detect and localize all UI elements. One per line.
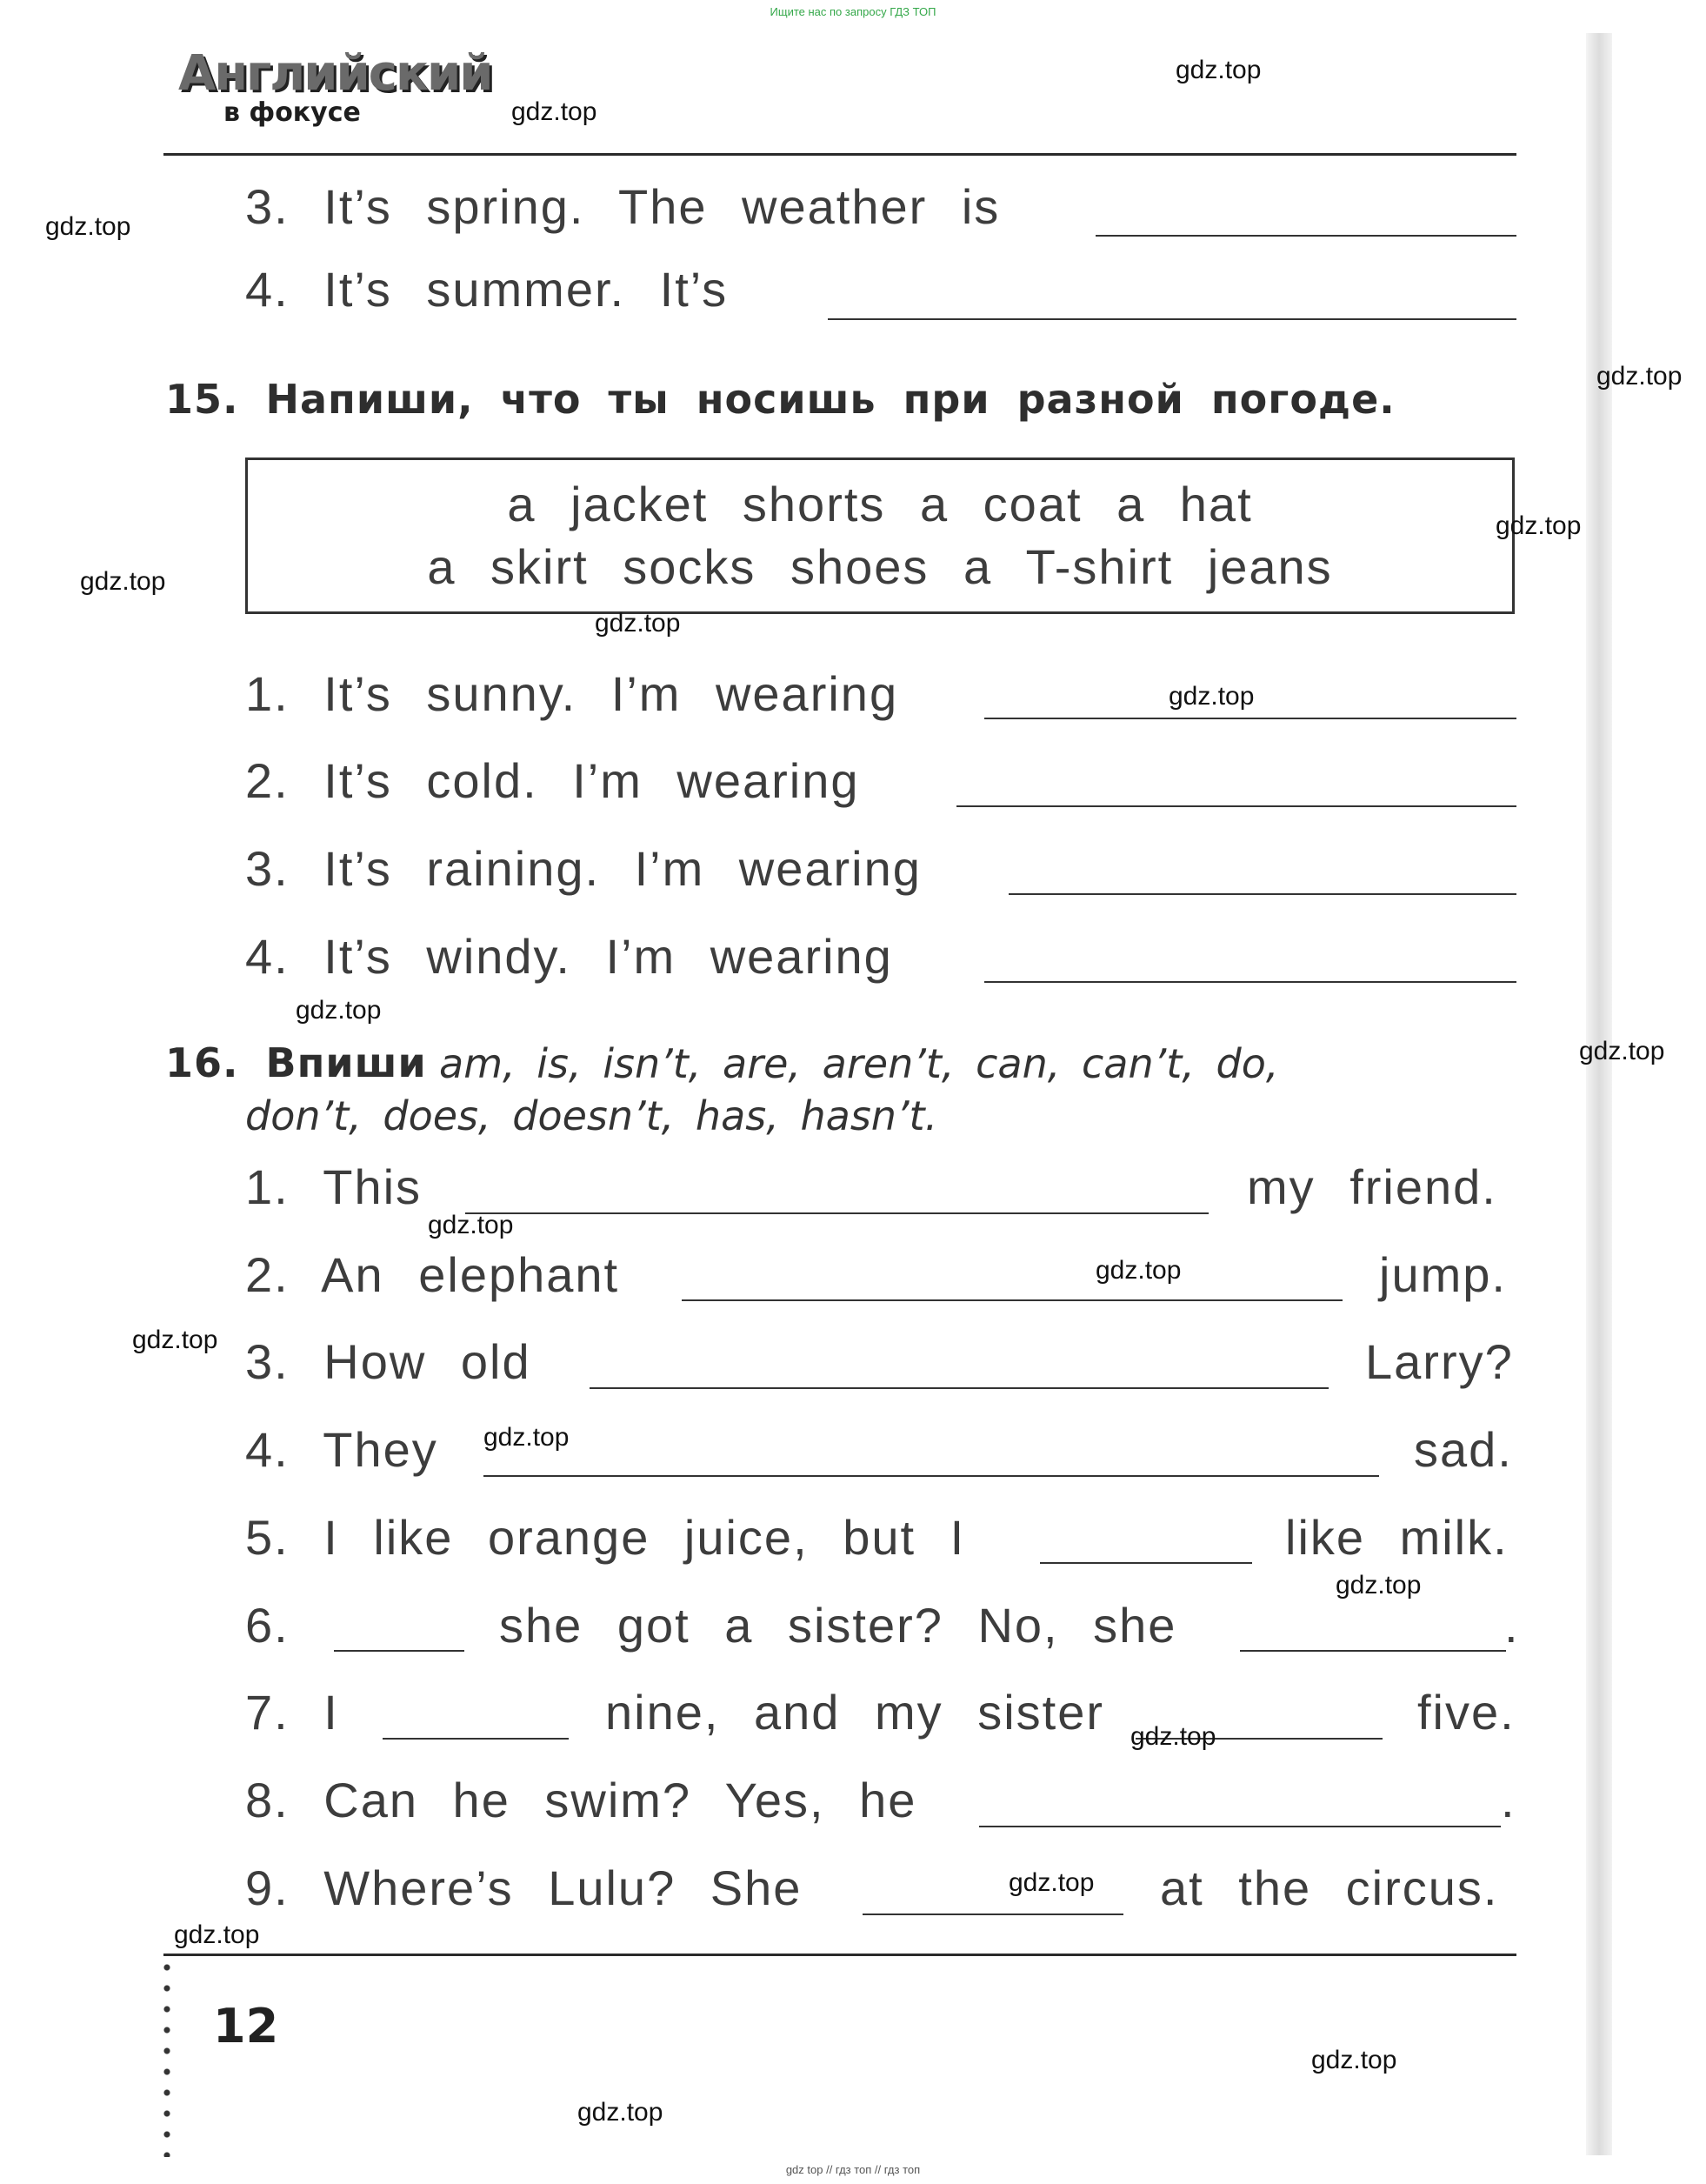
watermark: gdz.top xyxy=(1130,1722,1216,1751)
ex16-item-3-end: Larry? xyxy=(1365,1334,1514,1389)
answer-blank[interactable] xyxy=(979,1826,1501,1827)
answer-blank[interactable] xyxy=(1009,893,1516,895)
watermark: gdz.top xyxy=(577,2098,663,2127)
dotted-margin xyxy=(162,1957,172,2157)
answer-blank[interactable] xyxy=(483,1475,1379,1477)
answer-blank[interactable] xyxy=(984,718,1516,719)
page-number: 12 xyxy=(213,1999,279,2054)
ex16-item-8: 8. Can he swim? Yes, he xyxy=(245,1773,917,1827)
answer-blank[interactable] xyxy=(1040,1562,1252,1564)
logo xyxy=(178,45,492,132)
answer-blank[interactable] xyxy=(956,805,1516,807)
ex16-item-8-end: . xyxy=(1501,1773,1516,1827)
ex16-item-2-end: jump. xyxy=(1379,1247,1507,1302)
ex15-item-3: 3. It’s raining. I’m wearing xyxy=(245,841,922,896)
logo-title: Английский xyxy=(178,45,492,102)
watermark: gdz.top xyxy=(595,609,681,638)
word-box-row-2: a skirt socks shoes a T-shirt jeans xyxy=(427,539,1333,594)
answer-blank[interactable] xyxy=(863,1914,1123,1915)
answer-blank[interactable] xyxy=(682,1299,1343,1301)
watermark: gdz.top xyxy=(483,1423,570,1452)
ex16-item-7-end: five. xyxy=(1417,1685,1516,1740)
watermark: gdz.top xyxy=(45,212,131,241)
watermark: gdz.top xyxy=(1496,511,1582,540)
header-rule xyxy=(163,153,1516,156)
answer-blank[interactable] xyxy=(465,1212,1209,1214)
watermark: gdz.top xyxy=(511,97,597,126)
ex16-word-list-1: am, is, isn’t, are, aren’t, can, can’t, do, xyxy=(439,1040,1279,1087)
ex16-word-list-2: don’t, does, doesn’t, has, hasn’t. xyxy=(245,1092,938,1139)
ex15-heading: 15. Напиши, что ты носишь при разной погоде. xyxy=(165,376,1396,423)
ex16-item-9: 9. Where’s Lulu? She xyxy=(245,1860,803,1915)
footer-note: gdz top // гдз топ // гдз топ xyxy=(785,2163,921,2176)
answer-blank[interactable] xyxy=(1096,235,1516,237)
watermark: gdz.top xyxy=(1579,1037,1665,1065)
watermark: gdz.top xyxy=(296,996,382,1025)
watermark: gdz.top xyxy=(1596,362,1683,391)
ex16-heading: 16. Впиши xyxy=(165,1039,427,1086)
ex16-item-9-end: at the circus. xyxy=(1160,1860,1499,1915)
watermark: gdz.top xyxy=(1009,1868,1095,1897)
ex16-item-5: 5. I like orange juice, but I xyxy=(245,1510,966,1565)
watermark: gdz.top xyxy=(428,1211,514,1239)
ex16-item-6: 6. xyxy=(245,1598,290,1653)
word-box-row-1: a jacket shorts a coat a hat xyxy=(507,477,1253,531)
answer-blank[interactable] xyxy=(590,1387,1329,1389)
answer-blank[interactable] xyxy=(984,981,1516,983)
answer-blank[interactable] xyxy=(334,1650,464,1652)
ex16-item-4: 4. They xyxy=(245,1422,438,1477)
ex16-item-6-middle: she got a sister? No, she xyxy=(499,1598,1177,1653)
ex16-item-6-end: . xyxy=(1504,1598,1520,1653)
watermark: gdz.top xyxy=(1169,682,1255,711)
ex16-item-5-end: like milk. xyxy=(1285,1510,1509,1565)
logo-subtitle: в фокусе xyxy=(223,97,361,128)
watermark: gdz.top xyxy=(174,1920,260,1949)
footer-rule xyxy=(163,1954,1516,1956)
ex15-item-4: 4. It’s windy. I’m wearing xyxy=(245,929,893,984)
answer-blank[interactable] xyxy=(1240,1650,1506,1652)
answer-blank[interactable] xyxy=(383,1738,569,1740)
ex16-item-1: 1. This xyxy=(245,1159,423,1214)
word-box xyxy=(245,458,1515,614)
ex16-item-1-end: my friend. xyxy=(1247,1159,1497,1214)
watermark: gdz.top xyxy=(132,1326,218,1354)
watermark: gdz.top xyxy=(1311,2046,1397,2074)
answer-blank[interactable] xyxy=(828,318,1516,320)
ex14-item-4: 4. It’s summer. It’s xyxy=(245,262,729,317)
ex15-item-1: 1. It’s sunny. I’m wearing xyxy=(245,666,899,721)
watermark: gdz.top xyxy=(1096,1256,1182,1285)
watermark: gdz.top xyxy=(1176,56,1262,84)
watermark: gdz.top xyxy=(1336,1571,1422,1600)
ex16-item-2: 2. An elephant xyxy=(245,1247,620,1302)
top-note: Ищите нас по запросу ГДЗ ТОП xyxy=(770,5,936,18)
ex16-item-7: 7. I xyxy=(245,1685,339,1740)
ex16-item-3: 3. How old xyxy=(245,1334,531,1389)
ex14-item-3: 3. It’s spring. The weather is xyxy=(245,179,1001,234)
page-edge-shadow xyxy=(1586,33,1612,2155)
ex16-item-7-middle: nine, and my sister xyxy=(605,1685,1104,1740)
ex16-item-4-end: sad. xyxy=(1414,1422,1513,1477)
ex15-item-2: 2. It’s cold. I’m wearing xyxy=(245,753,860,808)
watermark: gdz.top xyxy=(80,567,166,596)
